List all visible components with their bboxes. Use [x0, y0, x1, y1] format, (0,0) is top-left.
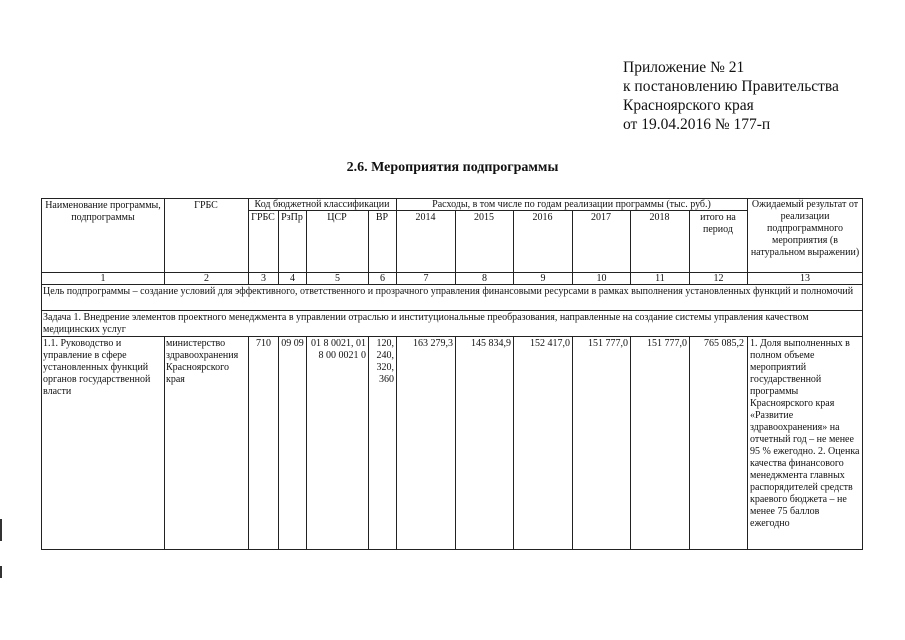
col-number: 1 — [100, 273, 106, 284]
header-csr: ЦСР — [327, 212, 347, 223]
row-2015: 145 834,9 — [471, 338, 511, 349]
header-rzpr: РзПр — [281, 212, 303, 223]
header-name: Наименование программы, подпрограммы — [45, 200, 161, 223]
col-number: 11 — [655, 273, 665, 284]
goal-row: Цель подпрограммы – создание условий для эффективного, ответственного и прозрачного управления финансовыми ресурсами в рамках выполнения установленных функций и полномочий — [43, 286, 854, 297]
col-number: 4 — [290, 273, 295, 284]
header-result: Ожидаемый результат от реализации подпрограммного мероприятия (в натуральном выражении) — [750, 199, 860, 258]
row-total: 765 085,2 — [704, 338, 744, 349]
col-number: 13 — [800, 273, 810, 284]
row-grbs: министерство здравоохранения Красноярского края — [166, 338, 239, 385]
header-2016: 2016 — [532, 212, 553, 223]
col-number: 7 — [423, 273, 429, 284]
row-name: 1.1. Руководство и управление в сфере установленных функций органов государственной власти — [43, 338, 151, 397]
appendix-block — [623, 58, 839, 134]
header-2014: 2014 — [415, 212, 436, 223]
col-number: 12 — [713, 273, 724, 284]
margin-mark — [0, 519, 2, 541]
col-number: 8 — [482, 273, 487, 284]
col-number: 10 — [596, 273, 607, 284]
appendix-line-1: Приложение № 21 — [623, 59, 745, 76]
row-grbs-code: 710 — [256, 338, 271, 349]
appendix-line-2: к постановлению Правительства — [623, 78, 839, 95]
task-row: Задача 1. Внедрение элементов проектного менеджмента в управлении отраслью и институциональные преобразования, направленные на создание системы управления качеством медицинских услуг — [43, 312, 809, 335]
header-2015: 2015 — [474, 212, 494, 223]
header-2017: 2017 — [591, 212, 611, 223]
col-number: 5 — [335, 273, 340, 284]
row-result: 1. Доля выполненных в полном объеме мероприятий государственной программы Красноярского края «Развитие здравоохранения» на отчетный год – не менее 95 % ежегодно. 2. Оценка качества финансового менеджмента главных распорядителей средств краевого бюджета – не менее 75 баллов ежегодно — [750, 338, 860, 529]
row-2018: 151 777,0 — [647, 338, 687, 349]
header-2018: 2018 — [649, 212, 670, 223]
document-title: 2.6. Мероприятия подпрограммы — [346, 160, 559, 175]
row-rzpr: 09 09 — [281, 338, 304, 349]
col-number: 3 — [261, 273, 266, 284]
margin-mark — [0, 566, 2, 578]
row-2014: 163 279,3 — [413, 338, 453, 349]
col-number: 9 — [540, 273, 546, 284]
row-csr: 01 8 0021, 01 8 00 0021 0 — [311, 338, 366, 361]
appendix-line-3: Красноярского края — [623, 97, 754, 114]
row-2017: 151 777,0 — [588, 338, 628, 349]
col-number: 6 — [380, 273, 385, 284]
header-total: итого на период — [700, 212, 736, 235]
appendix-line-4: от 19.04.2016 № 177-п — [623, 116, 771, 133]
header-grbs: ГРБС — [194, 200, 218, 211]
row-vr: 120, 240, 320, 360 — [376, 338, 394, 385]
header-expenses: Расходы, в том числе по годам реализации программы (тыс. руб.) — [432, 199, 711, 210]
header-grbs-sub: ГРБС — [251, 212, 275, 223]
row-2016: 152 417,0 — [530, 338, 570, 349]
col-number: 2 — [204, 273, 209, 284]
header-budget-code: Код бюджетной классификации — [254, 199, 390, 210]
header-vr: ВР — [375, 212, 389, 223]
